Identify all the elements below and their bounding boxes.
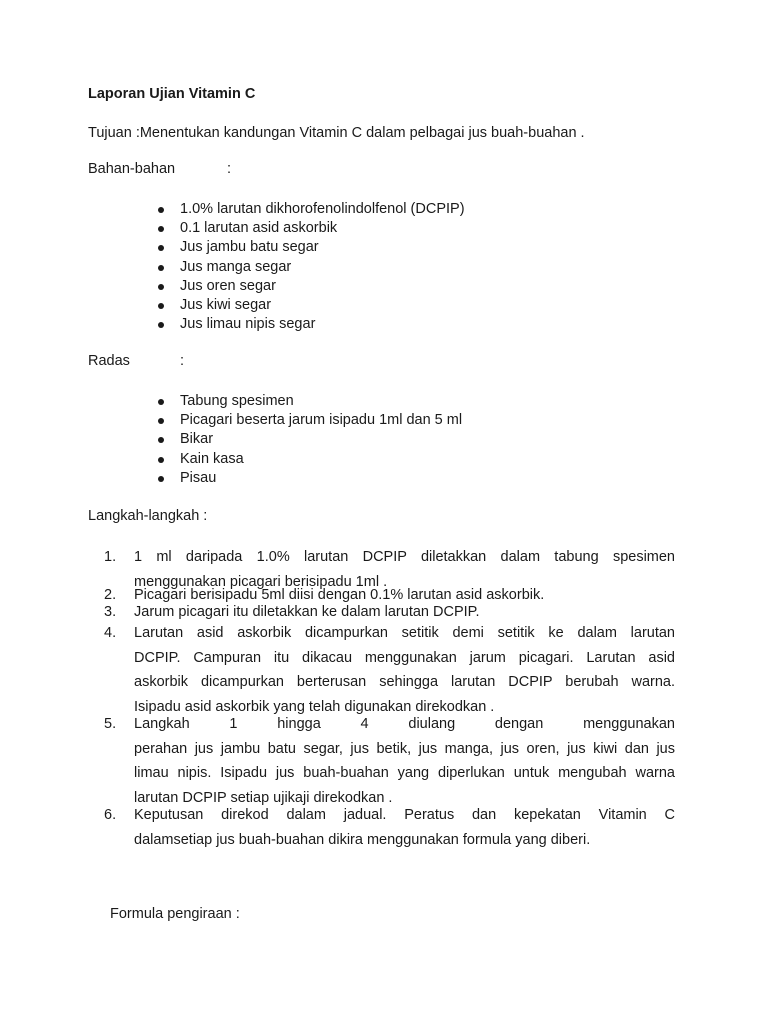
objective-text: Tujuan :Menentukan kandungan Vitamin C dalam pelbagai jus buah-buahan . <box>88 125 585 141</box>
materials-colon: : <box>227 161 232 177</box>
bullet-icon <box>158 303 164 309</box>
list-item: 0.1 larutan asid askorbik <box>158 219 465 238</box>
step-number: 6. <box>104 807 117 823</box>
step-item: 1. 1 ml daripada 1.0% larutan DCPIP diletakkan dalam tabung spesimen menggunakan picagari berisipadu 1ml . <box>104 545 675 587</box>
report-title: Laporan Ujian Vitamin C <box>88 86 256 102</box>
list-item: Jus limau nipis segar <box>158 315 465 334</box>
bullet-icon <box>158 437 164 443</box>
list-item: 1.0% larutan dikhorofenolindolfenol (DCPIP) <box>158 200 465 219</box>
list-item: Tabung spesimen <box>158 392 462 411</box>
materials-list <box>158 200 465 334</box>
apparatus-label: Radas <box>88 353 130 369</box>
steps-label: Langkah-langkah : <box>88 508 208 524</box>
list-item: Jus oren segar <box>158 277 465 296</box>
formula-label: Formula pengiraan : <box>110 906 240 922</box>
step-number: 1. <box>104 549 117 565</box>
bullet-icon <box>158 284 164 290</box>
step-item: 3. Jarum picagari itu diletakkan ke dalam larutan DCPIP. <box>104 604 480 620</box>
steps-list <box>104 545 675 853</box>
step-item: 5. Langkah 1 hingga 4 diulang dengan menggunakan perahan jus jambu batu segar, jus betik, jus manga, jus oren, jus kiwi dan jus limau nipis. Isipadu jus buah-buahan yang diperlukan untuk mengubah warna larutan DCPIP setiap ujikaji direkodkan . <box>104 712 675 803</box>
step-number: 4. <box>104 625 117 641</box>
bullet-icon <box>158 207 164 213</box>
bullet-icon <box>158 245 164 251</box>
bullet-icon <box>158 476 164 482</box>
list-item: Jus jambu batu segar <box>158 238 465 257</box>
apparatus-colon: : <box>180 353 185 369</box>
bullet-icon <box>158 399 164 405</box>
materials-label: Bahan-bahan <box>88 161 176 177</box>
list-item: Picagari beserta jarum isipadu 1ml dan 5 ml <box>158 411 462 430</box>
step-number: 5. <box>104 716 117 732</box>
bullet-icon <box>158 322 164 328</box>
list-item: Jus manga segar <box>158 258 465 277</box>
bullet-icon <box>158 226 164 232</box>
step-number: 3. <box>104 604 117 620</box>
bullet-icon <box>158 418 164 424</box>
list-item: Jus kiwi segar <box>158 296 465 315</box>
step-item: 4. Larutan asid askorbik dicampurkan setitik demi setitik ke dalam larutan DCPIP. Campuran itu dikacau menggunakan jarum picagari. Larutan asid askorbik dicampurkan berterusan sehingga larutan DCPIP berubah warna. Isipadu asid askorbik yang telah digunakan direkodkan . <box>104 621 675 712</box>
step-item: 6. Keputusan direkod dalam jadual. Peratus dan kepekatan Vitamin C dalamsetiap jus buah-buahan dikira menggunakan formula yang diberi. <box>104 803 675 853</box>
step-item: 2. Picagari berisipadu 5ml diisi dengan 0.1% larutan asid askorbik. <box>104 587 545 603</box>
list-item: Kain kasa <box>158 450 462 469</box>
bullet-icon <box>158 265 164 271</box>
step-number: 2. <box>104 587 117 603</box>
bullet-icon <box>158 457 164 463</box>
list-item: Pisau <box>158 469 462 488</box>
list-item: Bikar <box>158 430 462 449</box>
apparatus-list <box>158 392 462 488</box>
